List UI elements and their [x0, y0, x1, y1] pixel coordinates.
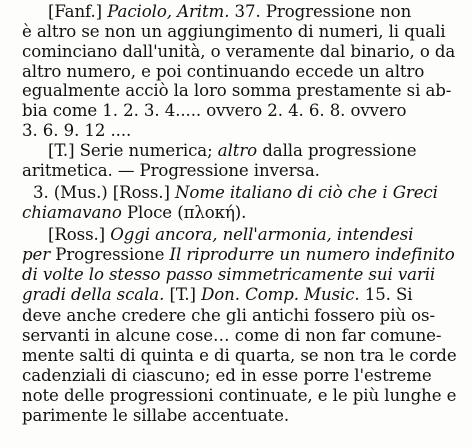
text-line: parimente le sillabe accentuate. [22, 406, 290, 425]
text-line: cominciano dall'unità, o veramente dal binario, o da [22, 42, 456, 61]
source-tag: [Ross.] [48, 225, 111, 244]
sense-heading [33, 184, 438, 202]
text-line: egualmente acciò la loro somma prestamente si ab- [22, 81, 452, 100]
text-line [22, 286, 413, 304]
text-line [22, 246, 455, 264]
source-citation: Paciolo, Aritm. [107, 2, 230, 21]
source-tag: [T.] [164, 285, 202, 304]
text-line: è altro se non un aggiungimento di numeri, li quali [22, 22, 446, 41]
text-line: servanti in alcune cose… come di non far comune- [22, 326, 442, 345]
text-line: deve anche credere che gli antichi fossero più os- [22, 306, 435, 325]
source-tag: [Fanf.] [48, 2, 108, 21]
text-run: Ploce (πλοκή). [121, 203, 247, 222]
italic-run: altro [217, 141, 258, 160]
text-line: di volte lo stesso passo simmetricamente sui varii [22, 265, 436, 284]
text-line: cadenziali di ciascuno; ed in esse porre l'estreme [22, 366, 432, 385]
text-line: aritmetica. — Progressione inversa. [22, 161, 320, 180]
italic-run: Nome italiano di ciò che i Greci [175, 183, 438, 202]
source-citation: Don. Comp. Music. [201, 285, 360, 304]
text-line [22, 204, 246, 222]
text-line [48, 226, 413, 244]
italic-run: chiamavano [22, 203, 122, 222]
text-line: note delle progressioni continuate, e le più lunghe e [22, 386, 457, 405]
italic-run: Il riprodurre un numero indefinito [169, 245, 455, 264]
text-line: mente salti di quinta e di quarta, se non tra le corde [22, 346, 457, 365]
text-run: 15. Si [359, 285, 413, 304]
sense-number: 3. (Mus.) [Ross.] [33, 183, 176, 202]
text-run: [T.] Serie numerica; [48, 141, 218, 160]
italic-run: Oggi ancora, nell'armonia, intendesi [110, 225, 414, 244]
text-run: dalla progressione [257, 141, 417, 160]
italic-run: per [22, 245, 51, 264]
text-line: bia come 1. 2. 3. 4..... ovvero 2. 4. 6. 8. ovvero [22, 101, 407, 120]
text-line [48, 3, 411, 21]
text-run: 37. Progressione non [229, 2, 412, 21]
text-line: 3. 6. 9. 12 .... [22, 121, 132, 140]
text-line: altro numero, e poi continuando eccede un altro [22, 62, 425, 81]
text-line [48, 142, 417, 160]
italic-run: gradi della scala. [22, 285, 165, 304]
text-run: Progressione [50, 245, 170, 264]
